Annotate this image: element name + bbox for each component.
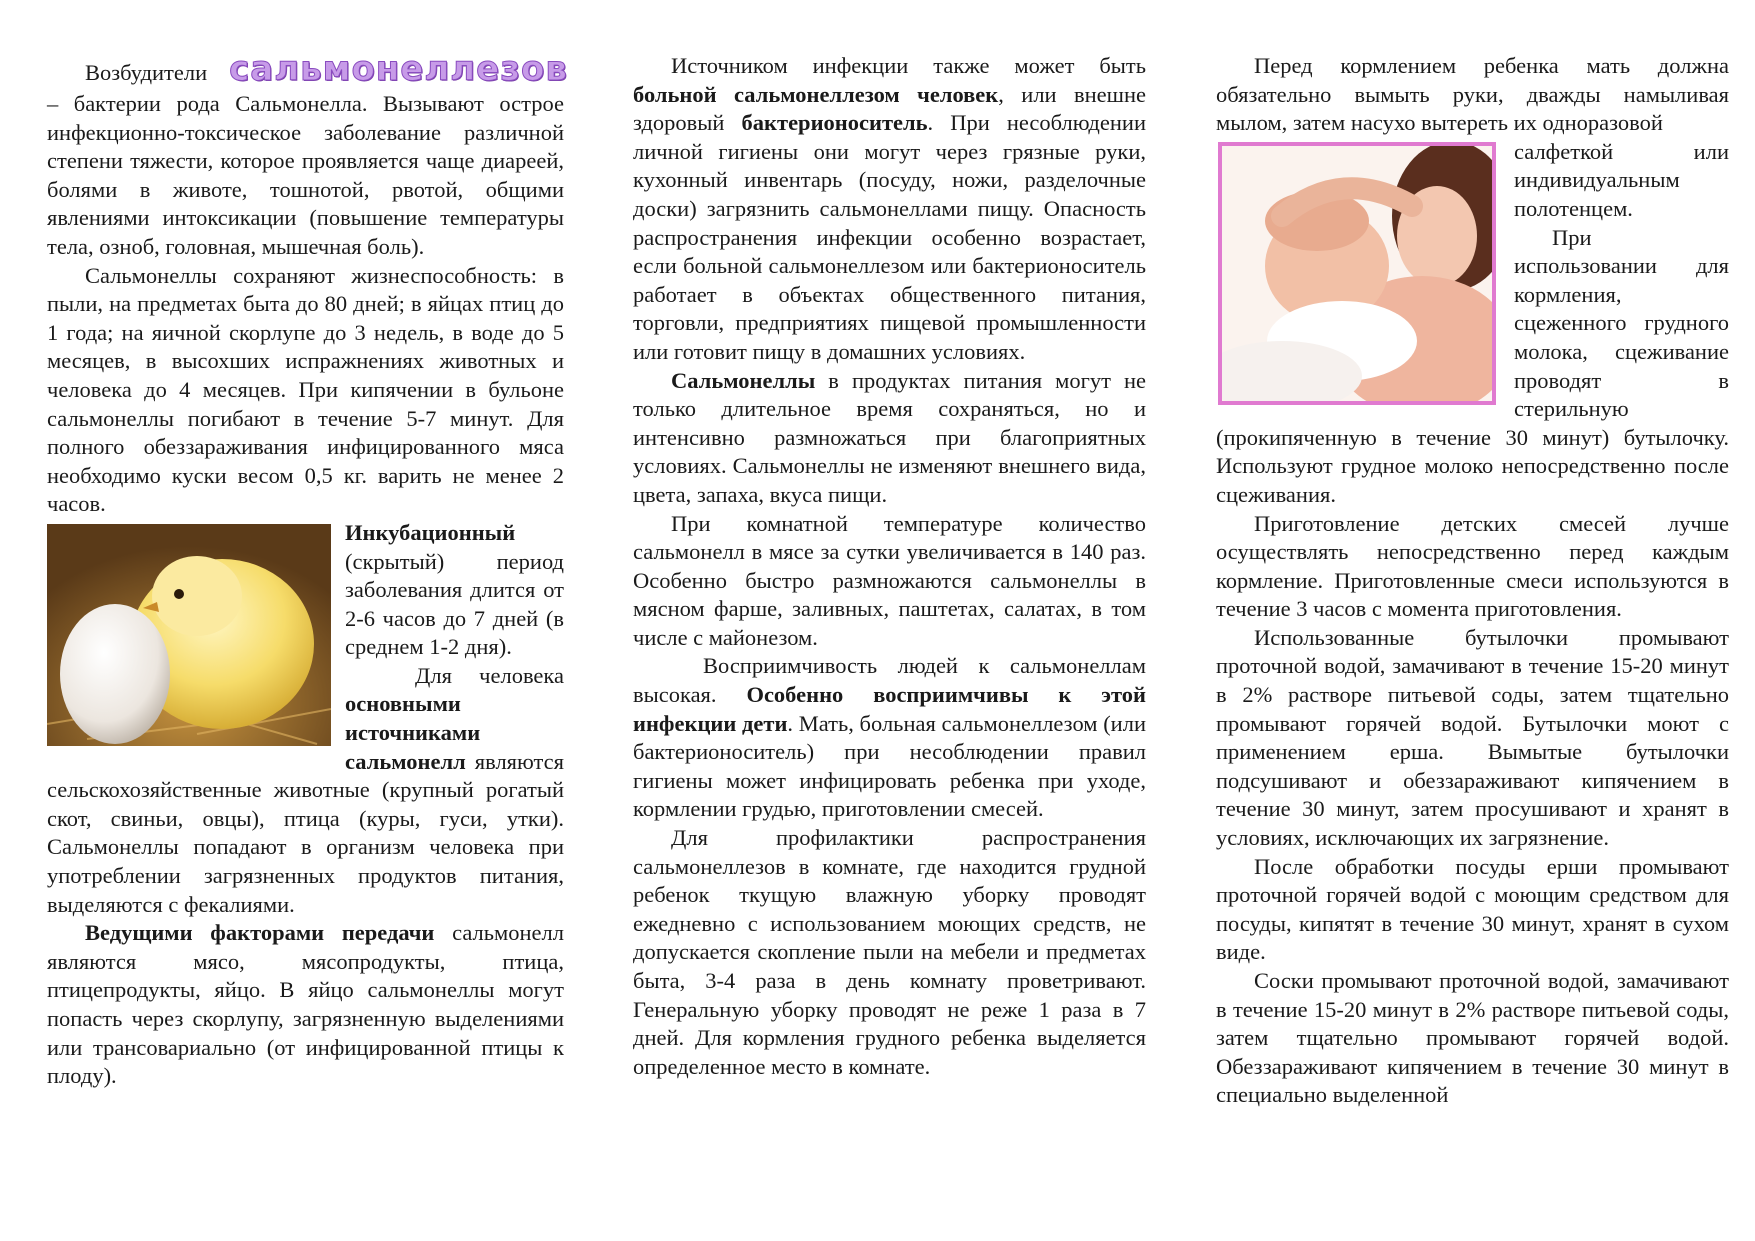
handwash-paragraph-top: Перед кормлением ребенка мать должна обязательно вымыть руки, дважды намыливая мылом, затем насухо вытереть их одноразовой xyxy=(1216,53,1729,136)
sources-rest: являются сельскохозяйственные животные (крупный рогатый скот, свиньи, овцы), птица (куры, гуси, утки). Сальмонеллы попадают в организм человека при употреблении загрязненных продуктов питания, выделяются с фекалиями. xyxy=(47,748,564,917)
infection-source-lead: Источником инфекции также может быть xyxy=(671,53,1146,78)
column-3 xyxy=(1216,52,1729,1110)
survival-paragraph: Сальмонеллы сохраняют жизнеспособность: в пыли, на предметах быта до 80 дней; в яйцах птиц до 1 года; на яичной скорлупе до 3 недель, в воде до 5 месяцев, в высохших испражнениях животных и человека до 4 месяцев. При кипячении в бульоне сальмонеллы погибают в течение 5-7 минут. Для полного обеззараживания инфицированного мяса необходимо куски весом 0,5 кг. варить не менее 2 часов. xyxy=(47,262,564,517)
brushes-paragraph: После обработки посуды ерши промывают проточной горячей водой с моющим средством для посуды, кипятят в течение 30 минут, хранят в сухом виде. xyxy=(1216,853,1729,965)
formula-paragraph: Приготовление детских смесей лучше осуществлять непосредственно перед каждым кормление. Приготовленные смеси используются в течение 3 часов с момента приготовления. xyxy=(1216,510,1729,622)
food-bold: Сальмонеллы xyxy=(671,367,816,393)
susceptibility-lead: Восприимчивость людей к сальмонеллам высокая. xyxy=(633,653,1146,708)
infection-source-bold-2: бактерионоситель xyxy=(741,110,928,136)
title-wordart: сальмонеллезов xyxy=(229,49,568,89)
sources-lead: Для человека xyxy=(415,662,564,688)
food-paragraph xyxy=(633,367,1146,510)
food-rest: в продуктах питания могут не только длительное время сохраняться, но и интенсивно размножаться при благоприятных условиях. Сальмонеллы не изменяют внешнего вида, цвета, запаха, вкуса пищи. xyxy=(633,367,1146,507)
infection-source-paragraph xyxy=(633,52,1146,367)
infection-source-bold-1: больной сальмонеллезом человек xyxy=(633,81,999,107)
susceptibility-rest: . Мать, больная сальмонеллезом (или бактерионоситель) при несоблюдении правил гигиены может инфицировать ребенка при уходе, кормлении грудью, приготовлении смесей. xyxy=(633,710,1146,822)
intro-lead: Возбудители xyxy=(85,60,208,85)
infection-source-rest: . При несоблюдении личной гигиены они могут через грязные руки, кухонный инвентарь (посуду, ножи, разделочные доски) загрязнить сальмонеллами пищу. Опасность распространения инфекции особенно возрастает, если больной сальмонеллезом или бактерионоситель работает в объектах общественного питания, торговли, предприятиях пищевой промышленности или готовит пищу в домашних условиях. xyxy=(633,110,1146,364)
susceptibility-bold: Особенно восприимчивы к этой инфекции дети xyxy=(633,682,1146,736)
mother-baby-photo xyxy=(1218,142,1496,405)
bottles-paragraph: Использованные бутылочки промывают проточной водой, замачивают в течение 15-20 минут в 2% растворе питьевой соды, затем тщательно промывают горячей водой. Бутылочки моют с применением ерша. Вымытые бутылочки подсушивают и обеззараживают кипячением в течение 30 минут, затем просушивают и хранят в условиях, исключающих их загрязнение. xyxy=(1216,624,1729,851)
incubation-rest: (скрытый) период заболевания длится от 2-6 часов до 7 дней (в среднем 1-2 дня). xyxy=(345,548,564,660)
infection-source-mid: , или внешне здоровый xyxy=(633,81,1146,136)
sources-bold: основными источниками сальмонелл xyxy=(345,691,481,774)
mother-baby-illustration xyxy=(1222,146,1492,401)
column-2 xyxy=(633,52,1146,1081)
intro-paragraph xyxy=(47,49,568,90)
nipples-paragraph: Соски промывают проточной водой, замачивают в течение 15-20 минут в 2% растворе питьевой соды, затем тщательно промывают горячей водой. Обеззараживают кипячением в течение 30 минут в специально выделенной xyxy=(1216,968,1729,1108)
incubation-bold: Инкубационный xyxy=(345,519,516,545)
chick-egg-photo xyxy=(47,524,331,746)
intro-paragraph-rest: – бактерии рода Сальмонелла. Вызывают острое инфекционно-токсическое заболевание различной степени тяжести, которое проявляется чаще диареей, болями в животе, тошнотой, рвотой, общими явлениями интоксикации (повышение температуры тела, озноб, головная, мышечная боль). xyxy=(47,91,564,259)
handwash-paragraph-bottom: салфеткой или индивидуальным полотенцем. xyxy=(1514,138,1729,221)
transmission-bold: Ведущими факторами передачи xyxy=(85,920,435,946)
transmission-rest: сальмонелл являются мясо, мясопродукты, птица, птицепродукты, яйцо. В яйцо сальмонеллы могут попасть через скорлупу, загрязненную выделениями или трансовариально (от инфицированной птицы к плоду). xyxy=(47,920,564,1089)
temperature-paragraph: При комнатной температуре количество сальмонелл в мясе за сутки увеличивается в 140 раз. Особенно быстро размножаются сальмонеллы в мясном фарше, заливных, паштетах, салатах, в том числе с майонезом. xyxy=(633,510,1146,650)
susceptibility-paragraph xyxy=(633,652,1146,824)
transmission-paragraph xyxy=(47,919,564,1091)
column-1 xyxy=(47,49,568,1091)
chick-egg-illustration xyxy=(47,524,331,746)
prevention-paragraph: Для профилактики распространения сальмонеллезов в комнате, где находится грудной ребенок ткущую влажную уборку проводят ежедневно с использованием моющих средств, не допускается скопление пыли на мебели и предметах быта, 3-4 раза в день комнату проветривают. Генеральную уборку проводят не реже 1 раза в 7 дней. Для кормления грудного ребенка выделяется определенное место в комнате. xyxy=(633,825,1146,1079)
pumped-milk-paragraph: При использовании для кормления, сцеженного грудного молока, сцеживание проводят в стерильную (прокипяченную в течение 30 минут) бутылочку. Используют грудное молоко непосредственно после сцеживания. xyxy=(1216,224,1729,507)
